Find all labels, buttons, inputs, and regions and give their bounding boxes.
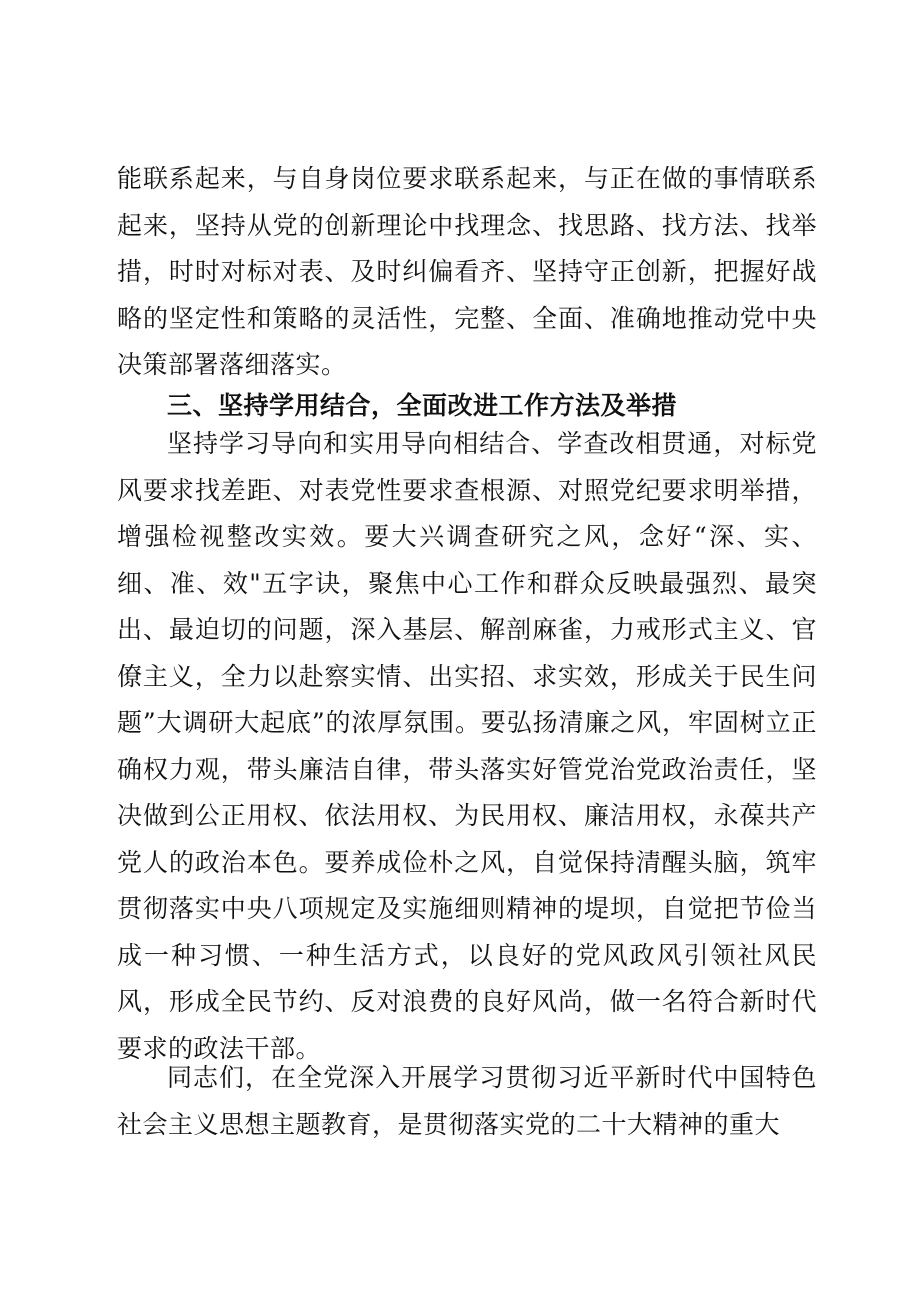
continued-paragraph: 能联系起来，与自身岗位要求联系起来，与正在做的事情联系起来，坚持从党的创新理论中找理念、找思路、找方法、找举措，时时对标对表、及时纠偏看齐、坚持守正创新，把握好战略的坚定性和策略的灵活性，完整、全面、准确地推动党中央决策部署落细落实。: [117, 164, 817, 379]
section-paragraph: 坚持学习导向和实用导向相结合、学查改相贯通，对标党风要求找差距、对表党性要求查根源、对照党纪要求明举措，增强检视整改实效。要大兴调查研究之风，念好“深、实、细、准、效"五字诀，聚焦中心工作和群众反映最强烈、最突出、最迫切的问题，深入基层、解剖麻雀，力戒形式主义、官僚主义，全力以赴察实情、出实招、求实效，形成关于民生问题”大调研大起底”的浓厚氛围。要弘扬清廉之风，牢固树立正确权力观，带头廉洁自律，带头落实好管党治党政治责任，坚决做到公正用权、依法用权、为民用权、廉洁用权，永葆共产党人的政治本色。要养成俭朴之风，自觉保持清醒头脑，筑牢贯彻落实中央八项规定及实施细则精神的堤坝，自觉把节俭当成一种习惯、一种生活方式，以良好的党风政风引领社风民风，形成全民节约、反对浪费的良好风尚，做一名符合新时代要求的政法干部。: [117, 429, 817, 1063]
closing-paragraph: 同志们，在全党深入开展学习贯彻习近平新时代中国特色社会主义思想主题教育，是贯彻落实党的二十大精神的重大: [117, 1063, 817, 1139]
section-heading: 三、坚持学用结合，全面改进工作方法及举措: [167, 391, 678, 420]
